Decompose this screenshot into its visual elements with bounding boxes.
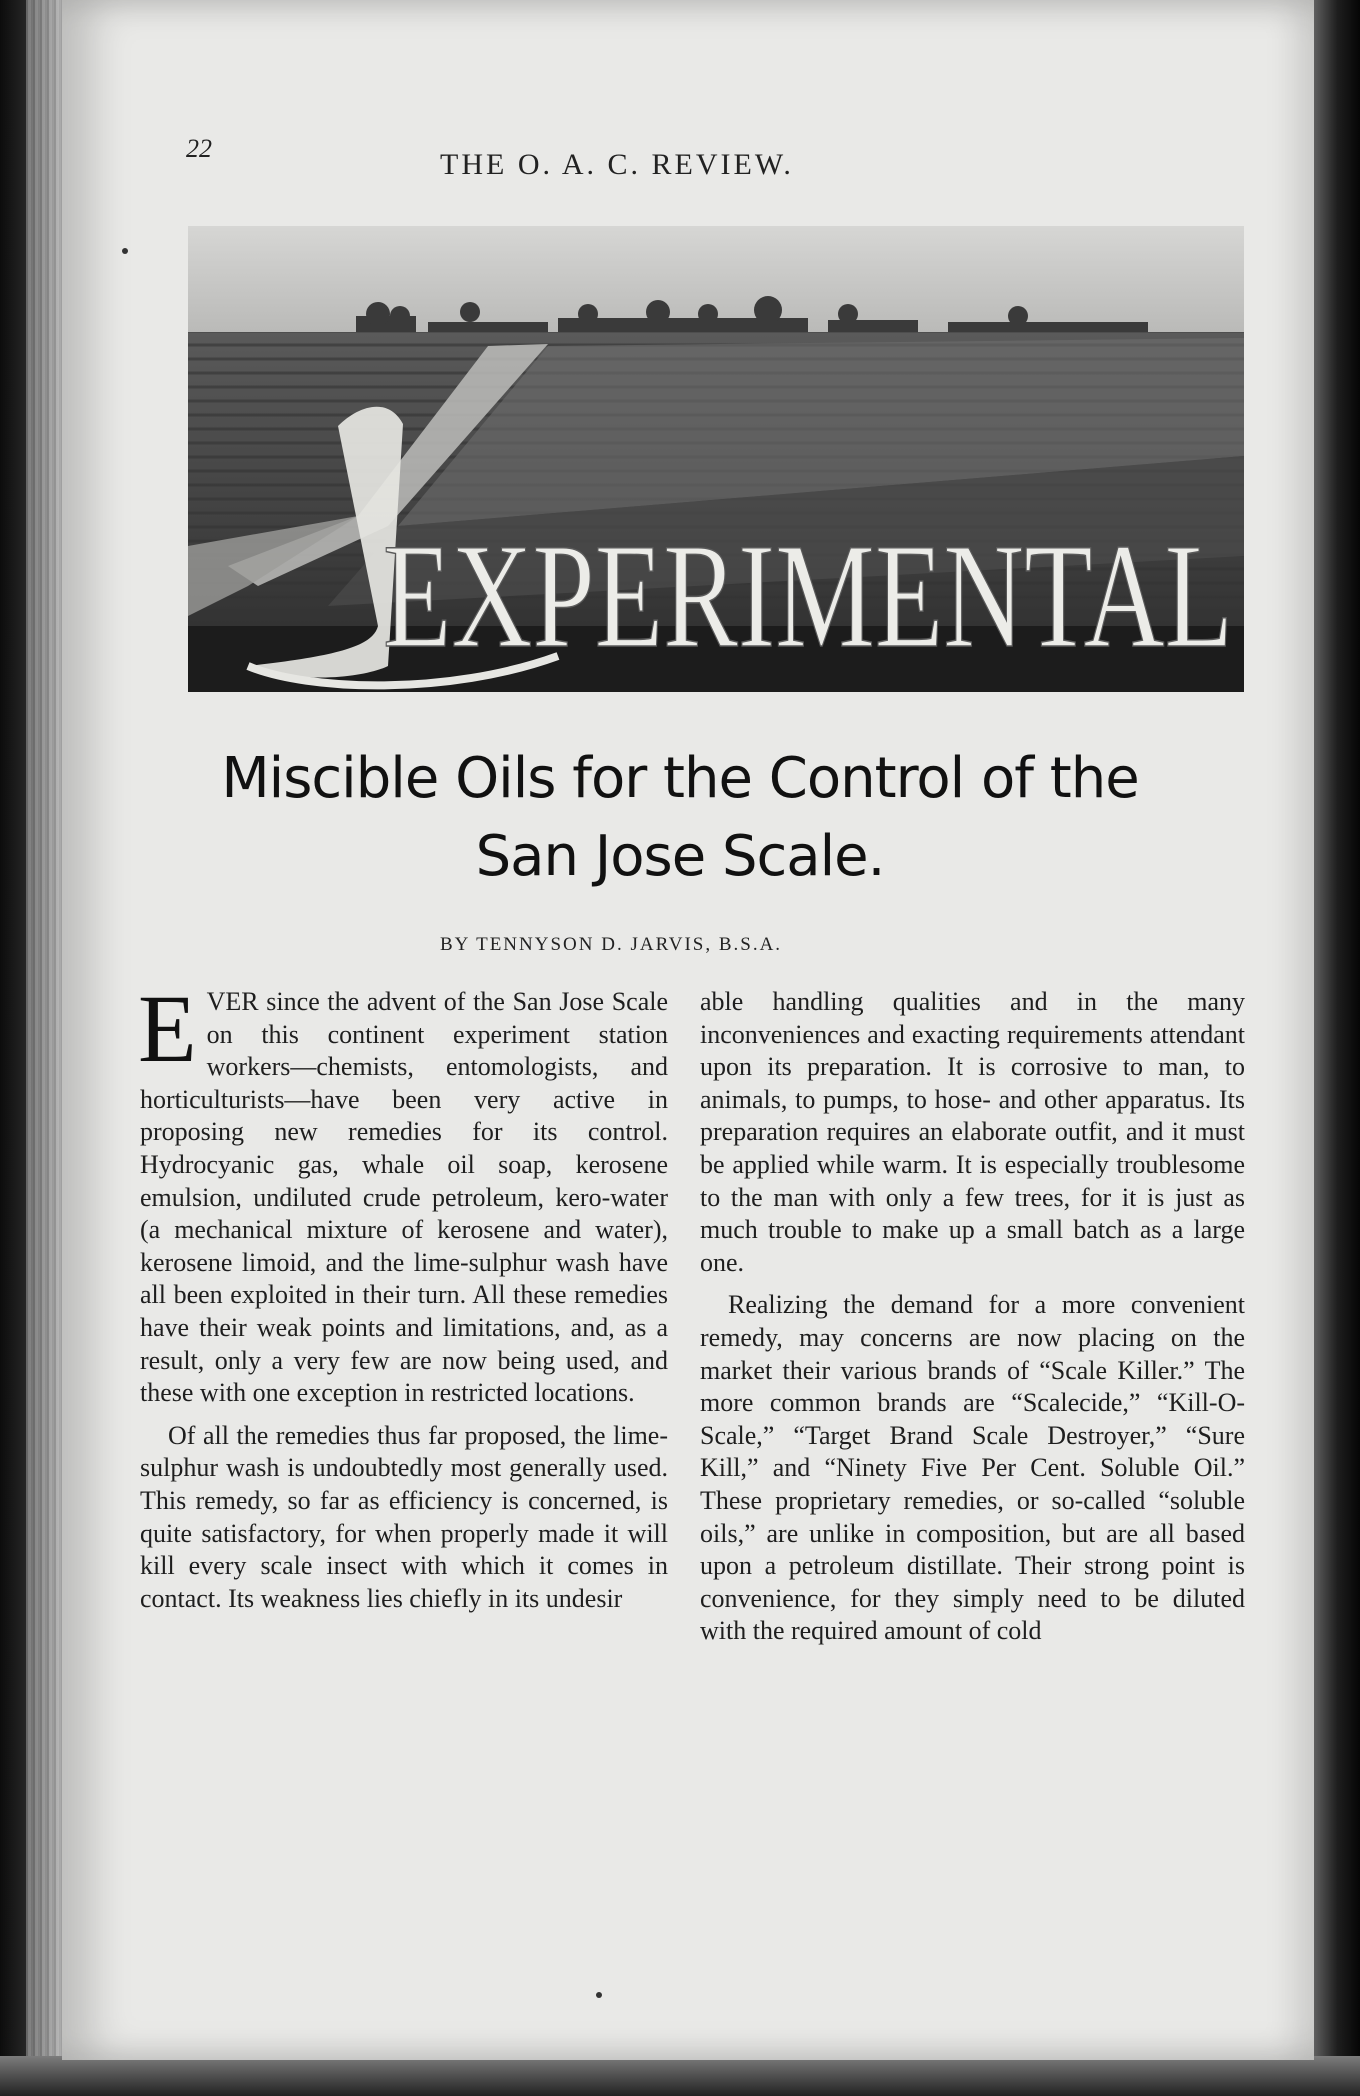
scan-right-edge	[1310, 0, 1360, 2096]
book-page-edges	[26, 0, 66, 2096]
text-column-right	[700, 986, 1245, 1648]
paragraph: Of all the remedies thus far proposed, the lime-sulphur wash is undoubtedly most generally used. This remedy, so far as efficiency is concerned, is quite satisfactory, for when properly made it will kill every scale insect with which it comes in contact. Its weakness lies chiefly in its undesir	[140, 1420, 668, 1613]
drop-cap: E	[138, 975, 197, 1082]
paragraph: able handling qualities and in the many inconveniences and exacting requirements attendant upon its preparation. It is corrosive to man, to animals, to pumps, to hose- and other apparatus. Its preparation requires an elaborate outfit, and it must be applied while warm. It is especially troublesome to the man with only a few trees, for it is just as much trouble to make up a small batch as a large one.	[700, 987, 1245, 1277]
paragraph-text: VER since the advent of the San Jose Scale on this continent experiment station workers—chemists, entomologists, and horticulturists—have been very active in proposing new remedies for its control. Hydrocyanic gas, whale oil soap, kerosene emulsion, undiluted crude petroleum, kero-water (a mechanical mixture of kerosene and water), kerosene limoid, and the lime-sulphur wash have all been exploited in their turn. All these remedies have their weak points and limitations, and, as a result, only a very few are now being used, and these with one exception in restricted locations.	[140, 987, 668, 1408]
speck	[596, 1992, 602, 1998]
page-number: 22	[186, 134, 212, 163]
experimental-lettering	[188, 226, 1244, 692]
article-title-line2: San Jose Scale.	[475, 824, 885, 889]
text-column-left	[138, 975, 668, 1615]
speck	[122, 248, 128, 254]
byline: BY TENNYSON D. JARVIS, B.S.A.	[440, 934, 783, 955]
running-head: THE O. A. C. REVIEW.	[440, 148, 794, 181]
paragraph: Realizing the demand for a more convenient remedy, may concerns are now placing on the market their various brands of “Scale Killer.” The more common brands are “Scalecide,” “Kill-O-Scale,” “Target Brand Scale Destroyer,” “Sure Kill,” and “Ninety Five Per Cent. Soluble Oil.” These proprietary remedies, or so-called “soluble oils,” are unlike in composition, but are all based upon a petroleum distillate. Their strong point is convenience, for they simply need to be diluted with the required amount of cold	[700, 1290, 1245, 1646]
article-title-line1: Miscible Oils for the Control of the	[221, 746, 1139, 811]
article-title	[150, 740, 1210, 896]
scan-bottom-edge	[0, 2056, 1360, 2096]
header-photo-banner	[188, 226, 1244, 692]
paragraph	[138, 975, 668, 1410]
banner-word-text: EXPERIMENTAL	[383, 513, 1233, 679]
